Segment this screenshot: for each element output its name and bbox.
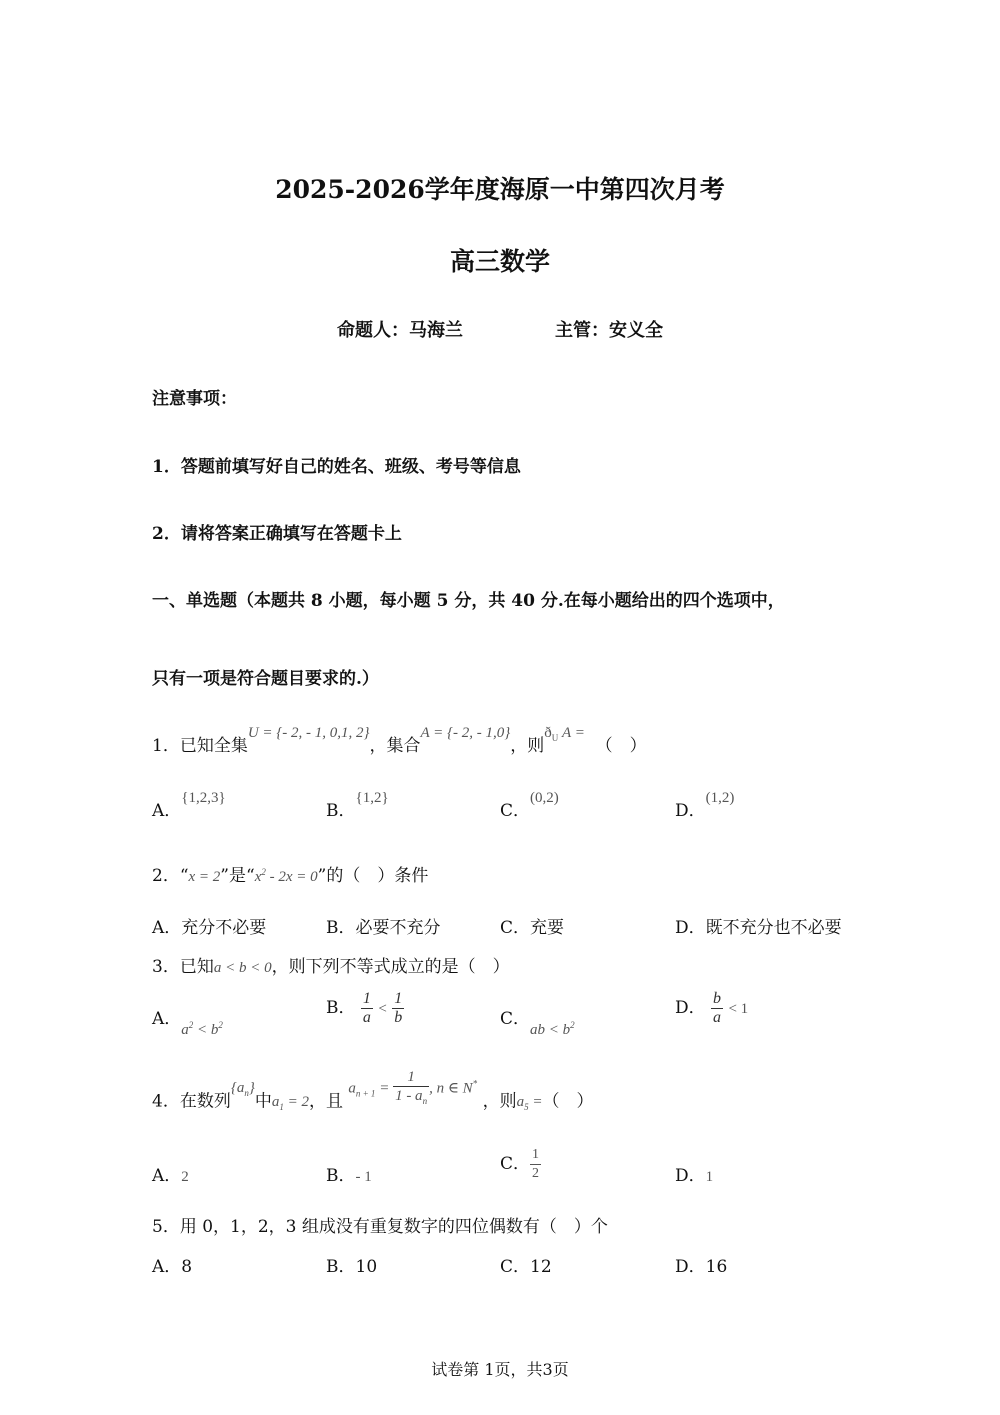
q4-math-recurrence: $a_{n + 1}$ = $\frac{1}{1 - a_n}$ , n ∈ N* [348,1069,478,1106]
q4-math-a5: $a_5$ = [516,1094,543,1113]
question-1-stem: 1．已知全集U = {- 2, - 1, 0,1, 2}，集合A = {- 2, - 1,0}，则$ð_U$ A = （ ） [152,725,647,756]
q2-option-a: A．充分不必要 [152,918,267,938]
q2-option-d: D．既不充分也不必要 [675,918,842,938]
author: 命题人：马海兰 [337,320,463,341]
q1-math-complement: $ð_U$ A = [544,725,585,743]
q3-option-a: A．$a^2 < b^2$ [152,1009,223,1038]
exam-title: 2025-2026学年度海原一中第四次月考 [275,175,725,204]
q2-math-equation: $x^2 - 2x = 0$ [254,867,318,885]
q4-math-sequence: $\{a_n\}$ [230,1080,255,1099]
notice-heading: 注意事项： [152,389,237,409]
notice-item-1: 1．答题前填写好自己的姓名、班级、考号等信息 [152,457,521,477]
q3-option-c: C．ab < $b^2$ [500,1009,575,1038]
question-4-stem: 4．在数列$\{a_n\}$中$a_1 = 2$，且 $a_{n + 1}$ = $\frac{1}{1 - a_n}$ , n ∈ N* ，则$a_5$ =（ ） [152,1069,594,1113]
q4-option-b: B．- 1 [326,1166,372,1186]
q5-option-d: D．16 [675,1257,728,1277]
author-line [0,316,1000,342]
q3-option-b: B． $\frac{1}{a}$ < $\frac{1}{b}$ [326,990,403,1026]
q5-option-c: C．12 [500,1257,552,1277]
q4-math-a1: $a_1 = 2$ [271,1094,309,1113]
q1-option-a: A．{1,2,3} [152,790,226,821]
q4-option-d: D．1 [675,1166,714,1186]
q3-math-condition: a < b < 0 [213,960,272,976]
q1-math-set-a: A = {- 2, - 1,0} [420,725,511,741]
page-footer: 试卷第 1页，共3页 [431,1360,569,1379]
q3-option-d: D． $\frac{b}{a}$ < 1 [675,990,749,1026]
section-heading-line2: 只有一项是符合题目要求的.） [152,669,379,689]
q2-math-x-eq-2: x = 2 [188,869,221,885]
q1-option-d: D．(1,2) [675,790,735,821]
question-2-stem: 2．“x = 2”是“$x^2 - 2x = 0$”的（ ）条件 [152,866,429,886]
question-3-stem: 3．已知a < b < 0，则下列不等式成立的是（ ） [152,957,510,977]
q4-option-a: A．2 [152,1166,189,1186]
q4-option-c: C． $\frac{1}{2}$ [500,1147,540,1181]
question-5-stem: 5．用 0，1，2，3 组成没有重复数字的四位偶数有（ ）个 [152,1217,608,1237]
q1-math-universal-set: U = {- 2, - 1, 0,1, 2} [247,725,370,741]
supervisor: 主管：安义全 [555,320,663,341]
exam-subject: 高三数学 [449,247,550,276]
q1-option-b: B．{1,2} [326,790,389,821]
q1-option-c: C．(0,2) [500,790,559,821]
q5-option-b: B．10 [326,1257,378,1277]
q2-option-b: B．必要不充分 [326,918,441,938]
section-heading-line1: 一、单选题（本题共 8 小题，每小题 5 分，共 40 分.在每小题给出的四个选项中， [152,591,785,611]
q5-option-a: A．8 [152,1257,193,1277]
q2-option-c: C．充要 [500,918,565,938]
notice-item-2: 2．请将答案正确填写在答题卡上 [152,524,402,544]
